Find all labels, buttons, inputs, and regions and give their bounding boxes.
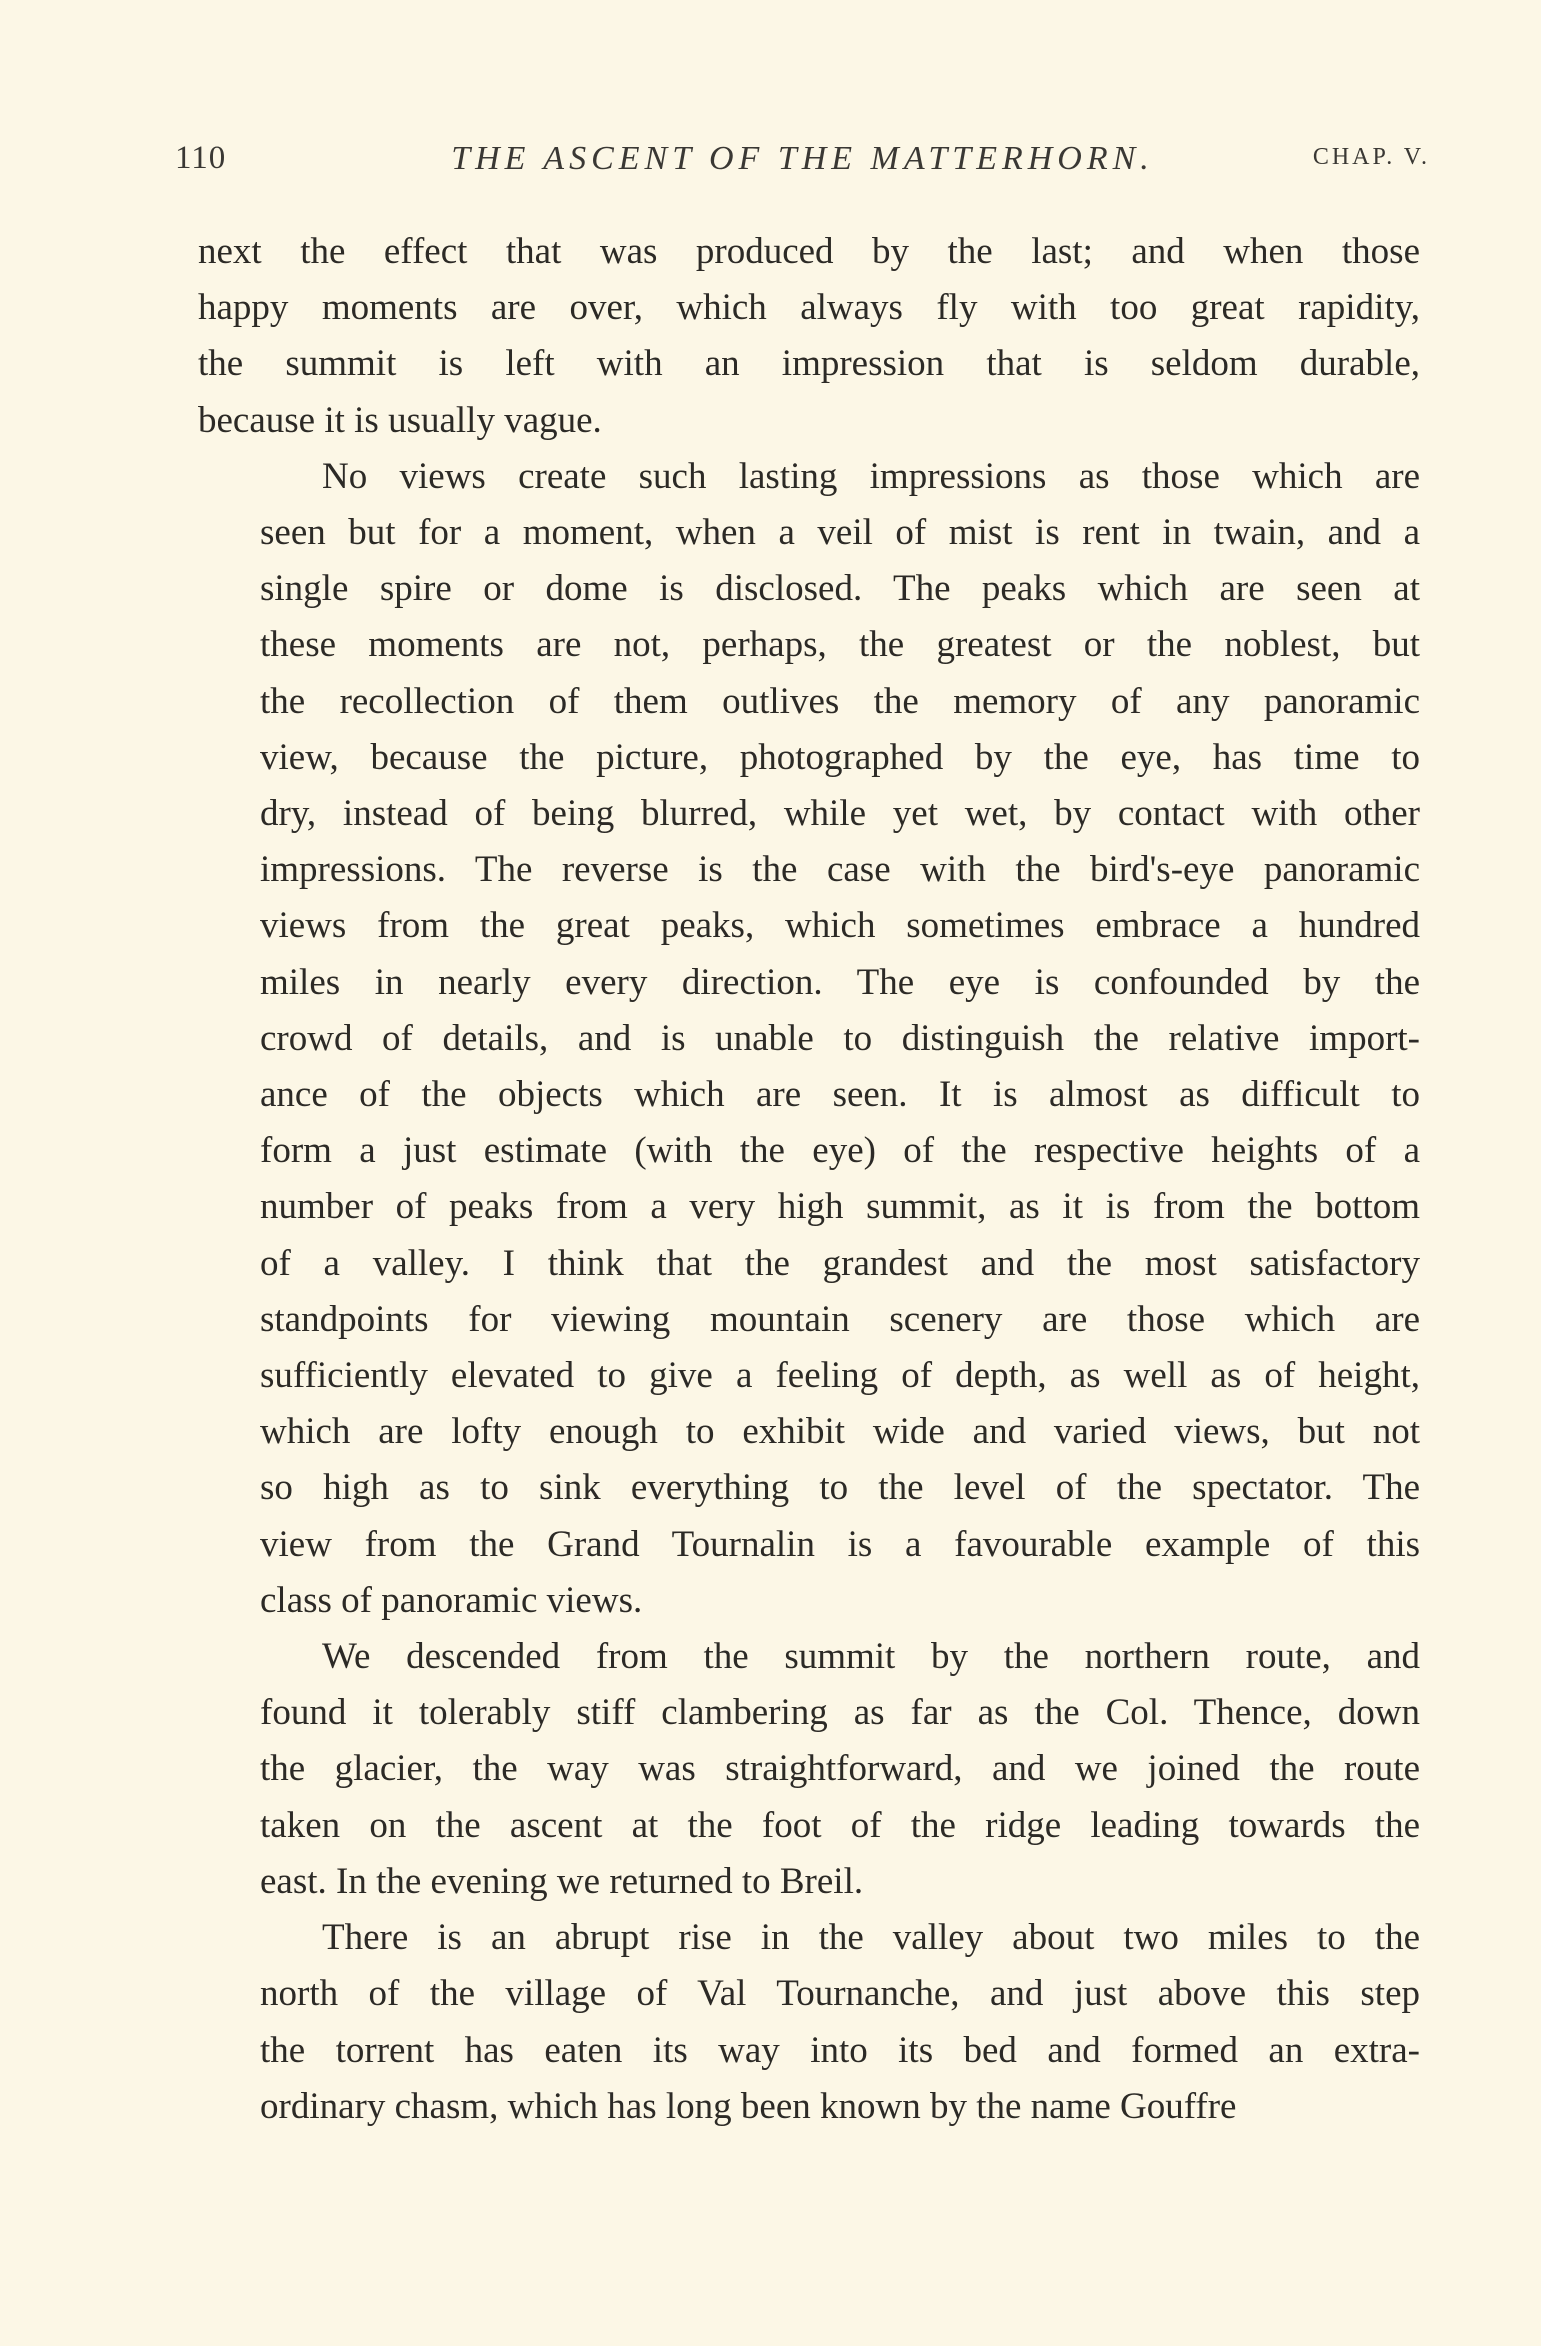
text-line: because it is usually vague. [198, 399, 602, 441]
text-line: standpoints for viewing mountain scenery are those which are [260, 1298, 1420, 1340]
text-line: view, because the picture, photographed by the eye, has time to [260, 736, 1420, 778]
text-line: east. In the evening we returned to Breil. [260, 1860, 864, 1902]
text-line: the glacier, the way was straightforward, and we joined the route [260, 1748, 1420, 1790]
text-line: next the effect that was produced by the last; and when those [198, 231, 1420, 272]
text-line: class of panoramic views. [260, 1579, 643, 1621]
text-line: There is an abrupt rise in the valley about two miles to the [322, 1917, 1420, 1959]
text-line: ance of the objects which are seen. It is almost as difficult to [260, 1074, 1420, 1116]
text-line: the summit is left with an impression that is seldom durable, [198, 343, 1420, 385]
body-text [198, 224, 1420, 2135]
paragraph [198, 224, 1420, 449]
text-line: form a just estimate (with the eye) of the respective heights of a [260, 1130, 1420, 1172]
paragraph [198, 1629, 1420, 1910]
text-line: seen but for a moment, when a veil of mist is rent in twain, and a [260, 512, 1420, 554]
text-line: the recollection of them outlives the memory of any panoramic [260, 680, 1420, 722]
text-line: which are lofty enough to exhibit wide and varied views, but not [260, 1411, 1420, 1453]
text-line: miles in nearly every direction. The eye is confounded by the [260, 961, 1420, 1003]
text-line: crowd of details, and is unable to distinguish the relative import- [260, 1017, 1420, 1059]
text-line: north of the village of Val Tournanche, and just above this step [260, 1973, 1420, 2015]
text-line: single spire or dome is disclosed. The peaks which are seen at [260, 568, 1420, 610]
running-head [175, 140, 1430, 190]
text-line: view from the Grand Tournalin is a favourable example of this [260, 1523, 1420, 1565]
paragraph [198, 1910, 1420, 2135]
text-line: sufficiently elevated to give a feeling of depth, as well as of height, [260, 1355, 1420, 1397]
text-line: impressions. The reverse is the case with the bird's-eye panoramic [260, 849, 1420, 891]
text-line: number of peaks from a very high summit, as it is from the bottom [260, 1186, 1420, 1228]
text-line: dry, instead of being blurred, while yet wet, by contact with other [260, 793, 1420, 835]
text-line: happy moments are over, which always fly with too great rapidity, [198, 287, 1420, 329]
running-title: THE ASCENT OF THE MATTERHORN. [451, 140, 1154, 177]
text-line: ordinary chasm, which has long been known by the name Gouffre [260, 2085, 1237, 2127]
text-line: We descended from the summit by the northern route, and [322, 1636, 1420, 1678]
text-line: No views create such lasting impressions as those which are [322, 455, 1420, 497]
text-line: found it tolerably stiff clambering as far as the Col. Thence, down [260, 1692, 1420, 1734]
text-line: so high as to sink everything to the level of the spectator. The [260, 1467, 1420, 1509]
chapter-label: CHAP. V. [1312, 144, 1430, 170]
text-line: the torrent has eaten its way into its bed and formed an extra- [260, 2029, 1420, 2071]
text-line: these moments are not, perhaps, the greatest or the noblest, but [260, 624, 1420, 666]
text-line: of a valley. I think that the grandest and the most satisfactory [260, 1242, 1420, 1284]
page-number: 110 [175, 140, 227, 176]
text-line: views from the great peaks, which sometimes embrace a hundred [260, 905, 1420, 947]
paragraph [198, 449, 1420, 1629]
text-line: taken on the ascent at the foot of the ridge leading towards the [260, 1804, 1420, 1846]
